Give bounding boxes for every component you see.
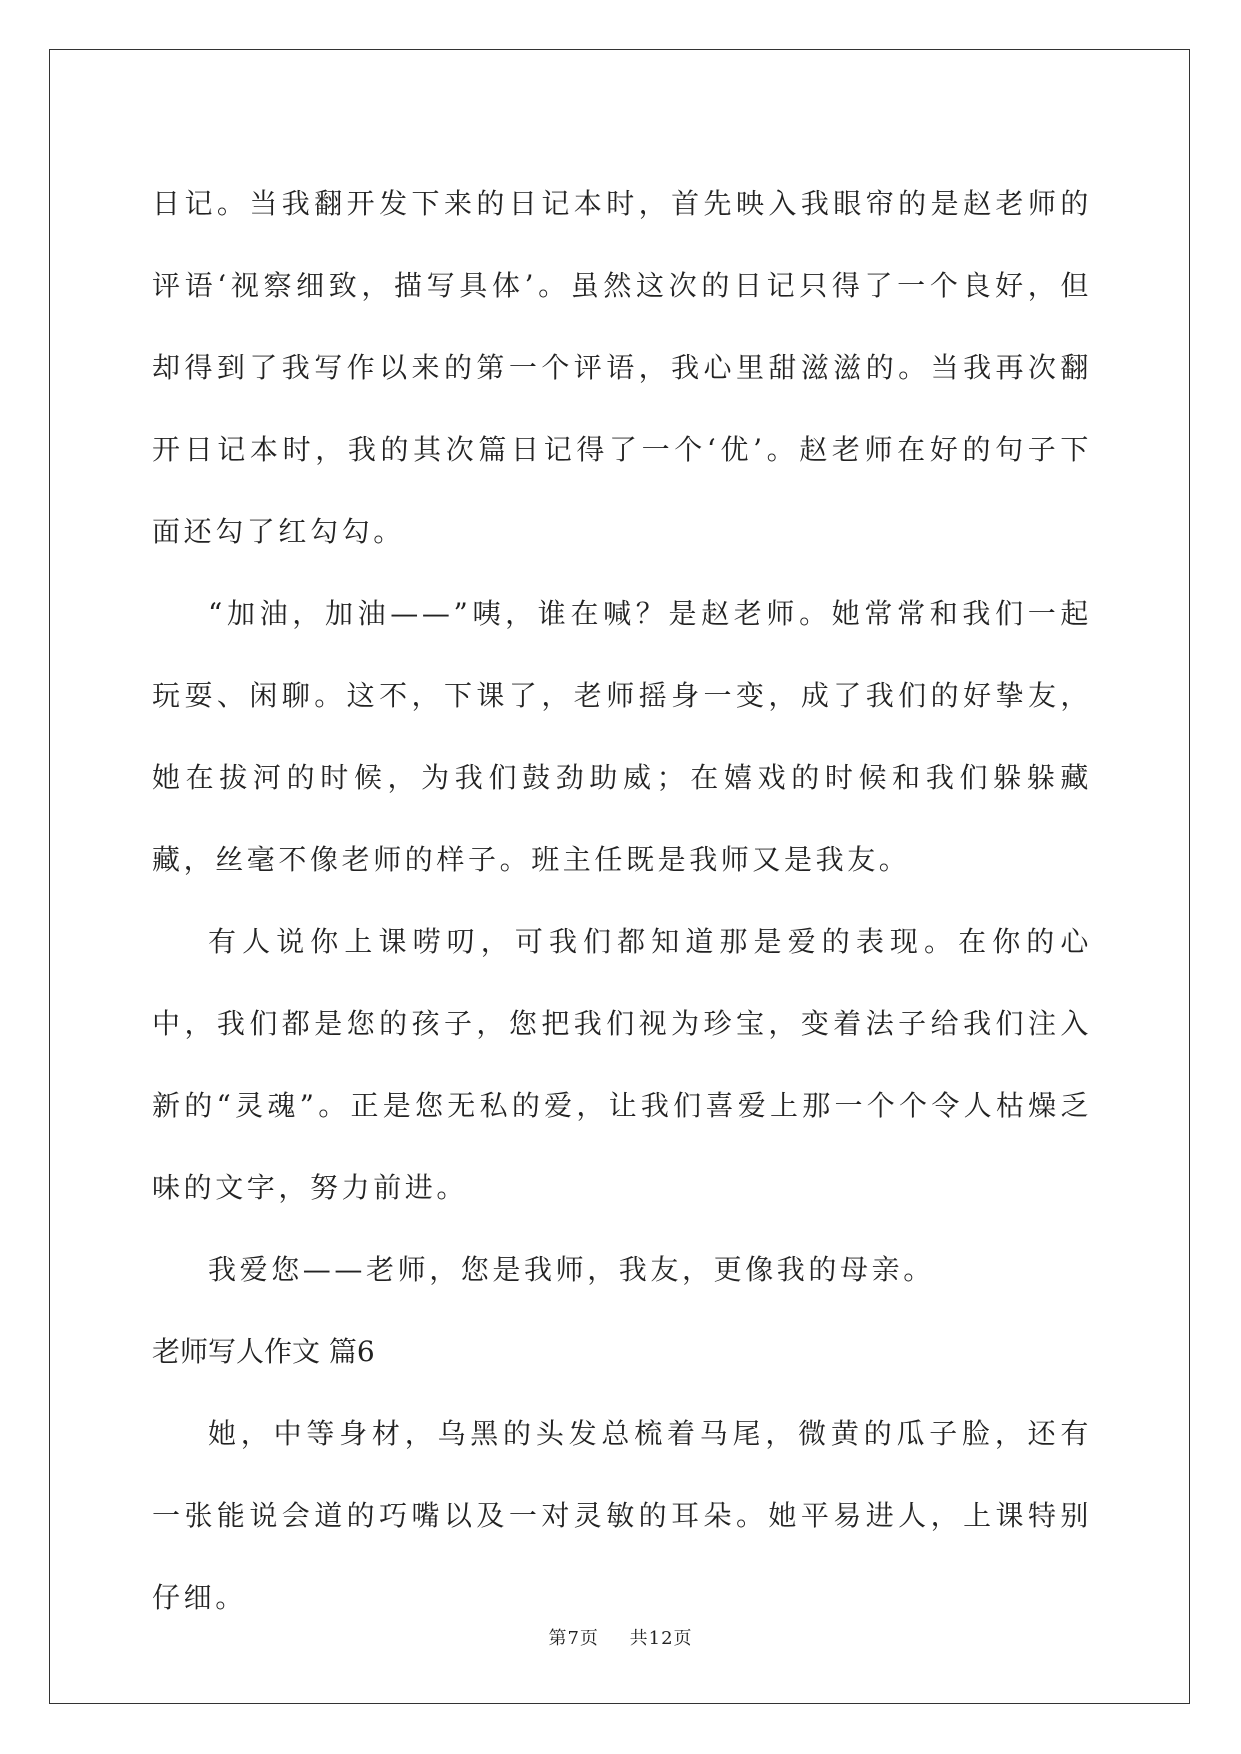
page-number-total: 共12页 — [629, 1628, 693, 1649]
paragraph: 有人说你上课唠叨，可我们都知道那是爱的表现。在你的心中，我们都是您的孩子，您把我们视为珍宝，变着法子给我们注入新的“灵魂”。正是您无私的爱，让我们喜爱上那一个个令人枯燥乏味的文字，努力前进。 — [152, 925, 1092, 1204]
paragraph-continuation: 日记。当我翻开发下来的日记本时，首先映入我眼帘的是赵老师的评语‘视察细致，描写具体’。虽然这次的日记只得了一个良好，但却得到了我写作以来的第一个评语，我心里甜滋滋的。当我再次翻开日记本时，我的其次篇日记得了一个‘优’。赵老师在好的句子下面还勾了红勾勾。 — [152, 187, 1092, 548]
page-number-current: 第7页 — [548, 1628, 599, 1649]
document-body — [152, 163, 1092, 1639]
paragraph: “加油，加油——”咦，谁在喊？是赵老师。她常常和我们一起玩耍、闲聊。这不，下课了，老师摇身一变，成了我们的好挚友，她在拔河的时候，为我们鼓劲助威；在嬉戏的时候和我们躲躲藏藏，丝毫不像老师的样子。班主任既是我师又是我友。 — [152, 597, 1092, 876]
page-footer — [0, 1624, 1241, 1650]
section-heading: 老师写人作文 篇6 — [152, 1335, 375, 1368]
paragraph: 我爱您——老师，您是我师，我友，更像我的母亲。 — [208, 1253, 935, 1286]
paragraph: 她，中等身材，乌黑的头发总梳着马尾，微黄的瓜子脸，还有一张能说会道的巧嘴以及一对灵敏的耳朵。她平易进人，上课特别仔细。 — [152, 1417, 1092, 1614]
